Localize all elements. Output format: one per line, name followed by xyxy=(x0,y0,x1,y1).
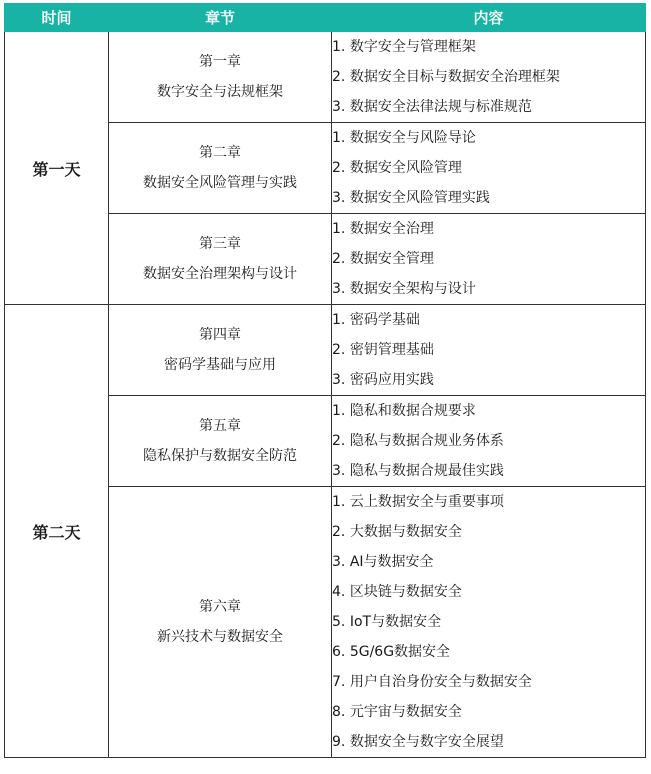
topic-text: 密钥管理基础 xyxy=(349,342,434,358)
topic-text: 隐私与数据合规业务体系 xyxy=(349,433,504,449)
list-item xyxy=(332,183,645,213)
content-cell xyxy=(332,396,646,487)
topic-text: 隐私和数据合规要求 xyxy=(349,403,476,419)
topic-number: 5 . xyxy=(332,607,350,637)
list-item xyxy=(332,274,645,304)
topic-text: 密码学基础 xyxy=(349,312,420,328)
content-cell xyxy=(332,214,646,305)
topic-number: 1 . xyxy=(332,396,350,426)
chapter-cell xyxy=(109,214,332,305)
chapter-number: 第四章 xyxy=(199,327,241,343)
topic-list xyxy=(332,214,645,304)
content-cell xyxy=(332,305,646,396)
topic-text: 数据安全架构与设计 xyxy=(349,281,476,297)
content-cell xyxy=(332,487,646,758)
chapter-number: 第一章 xyxy=(199,54,241,70)
list-item xyxy=(332,32,645,62)
list-item xyxy=(332,547,645,577)
chapter-number: 第二章 xyxy=(199,145,241,161)
list-item xyxy=(332,305,645,335)
topic-text: IoT与数据安全 xyxy=(349,614,442,630)
chapter-number: 第五章 xyxy=(199,418,241,434)
topic-text: 数字安全与管理框架 xyxy=(349,39,476,55)
list-item xyxy=(332,667,645,697)
list-item xyxy=(332,487,645,517)
list-item xyxy=(332,365,645,395)
list-item xyxy=(332,153,645,183)
topic-number: 2 . xyxy=(332,244,350,274)
content-cell xyxy=(332,123,646,214)
topic-text: 密码应用实践 xyxy=(349,372,434,388)
topic-text: AI与数据安全 xyxy=(349,554,434,570)
header-row xyxy=(5,4,646,32)
topic-text: 数据安全与数字安全展望 xyxy=(349,734,504,750)
header-chapter: 章节 xyxy=(109,4,332,32)
topic-text: 数据安全法律法规与标准规范 xyxy=(349,99,532,115)
topic-list xyxy=(332,32,645,122)
topic-number: 2 . xyxy=(332,153,350,183)
topic-number: 3 . xyxy=(332,183,350,213)
topic-number: 4 . xyxy=(332,577,350,607)
topic-text: 用户自治身份安全与数据安全 xyxy=(349,674,532,690)
chapter-cell xyxy=(109,32,332,123)
list-item xyxy=(332,637,645,667)
topic-number: 1 . xyxy=(332,305,350,335)
chapter-cell xyxy=(109,305,332,396)
topic-number: 8 . xyxy=(332,697,350,727)
content-cell xyxy=(332,32,646,123)
topic-number: 1 . xyxy=(332,32,350,62)
chapter-number: 第三章 xyxy=(199,236,241,252)
header-time: 时间 xyxy=(5,4,109,32)
topic-number: 3 . xyxy=(332,365,350,395)
chapter-title: 数字安全与法规框架 xyxy=(157,84,283,100)
list-item xyxy=(332,214,645,244)
topic-number: 7 . xyxy=(332,667,350,697)
topic-number: 3 . xyxy=(332,274,350,304)
topic-number: 3 . xyxy=(332,92,350,122)
topic-number: 9 . xyxy=(332,727,350,757)
list-item xyxy=(332,396,645,426)
chapter-title: 数据安全治理架构与设计 xyxy=(143,266,297,282)
topic-text: 数据安全治理 xyxy=(349,221,434,237)
day-label: 第二天 xyxy=(5,305,109,758)
chapter-number: 第六章 xyxy=(199,599,241,615)
topic-text: 云上数据安全与重要事项 xyxy=(349,494,504,510)
topic-text: 隐私与数据合规最佳实践 xyxy=(349,463,504,479)
list-item xyxy=(332,577,645,607)
list-item xyxy=(332,607,645,637)
topic-list xyxy=(332,123,645,213)
topic-number: 3 . xyxy=(332,456,350,486)
topic-text: 大数据与数据安全 xyxy=(349,524,462,540)
chapter-title: 密码学基础与应用 xyxy=(164,357,276,373)
topic-number: 6 . xyxy=(332,637,350,667)
list-item xyxy=(332,517,645,547)
topic-number: 1 . xyxy=(332,123,350,153)
list-item xyxy=(332,426,645,456)
topic-list xyxy=(332,487,645,757)
table-row xyxy=(5,32,646,123)
topic-number: 3 . xyxy=(332,547,350,577)
topic-text: 元宇宙与数据安全 xyxy=(349,704,462,720)
topic-text: 数据安全风险管理 xyxy=(349,160,462,176)
topic-list xyxy=(332,305,645,395)
topic-text: 区块链与数据安全 xyxy=(349,584,462,600)
topic-number: 1 . xyxy=(332,487,350,517)
topic-text: 数据安全与风险导论 xyxy=(349,130,476,146)
chapter-cell xyxy=(109,123,332,214)
topic-number: 1 . xyxy=(332,214,350,244)
topic-number: 2 . xyxy=(332,62,350,92)
topic-number: 2 . xyxy=(332,517,350,547)
chapter-title: 新兴技术与数据安全 xyxy=(157,629,283,645)
topic-text: 数据安全风险管理实践 xyxy=(349,190,490,206)
list-item xyxy=(332,92,645,122)
list-item xyxy=(332,123,645,153)
chapter-title: 数据安全风险管理与实践 xyxy=(143,175,297,191)
list-item xyxy=(332,697,645,727)
header-content: 内容 xyxy=(332,4,646,32)
schedule-body xyxy=(5,32,646,758)
topic-list xyxy=(332,396,645,486)
topic-number: 2 . xyxy=(332,426,350,456)
chapter-cell xyxy=(109,396,332,487)
list-item xyxy=(332,244,645,274)
topic-text: 数据安全管理 xyxy=(349,251,434,267)
list-item xyxy=(332,335,645,365)
chapter-title: 隐私保护与数据安全防范 xyxy=(143,448,297,464)
topic-text: 数据安全目标与数据安全治理框架 xyxy=(349,69,560,85)
topic-number: 2 . xyxy=(332,335,350,365)
list-item xyxy=(332,62,645,92)
topic-text: 5G/6G数据安全 xyxy=(349,644,451,660)
course-schedule-table xyxy=(4,3,646,758)
list-item xyxy=(332,456,645,486)
chapter-cell xyxy=(109,487,332,758)
list-item xyxy=(332,727,645,757)
day-label: 第一天 xyxy=(5,32,109,305)
table-row xyxy=(5,305,646,396)
